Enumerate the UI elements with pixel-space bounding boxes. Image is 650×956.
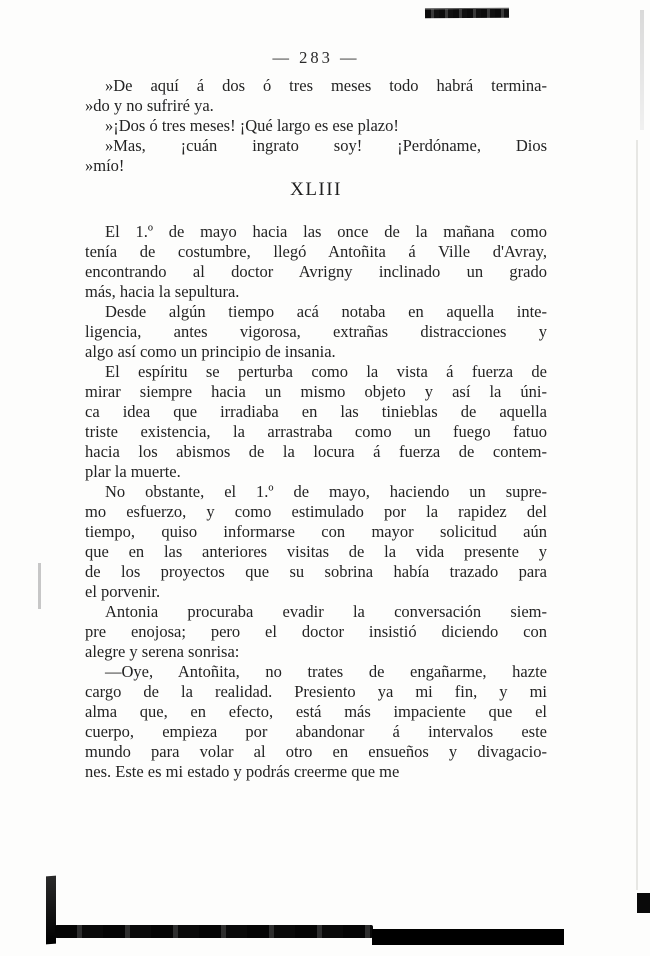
text-line: El espíritu se perturba como la vista á fuerza de (105, 362, 547, 381)
text-block (85, 48, 547, 782)
page-number-header: — 283 — (272, 48, 360, 67)
text-line: tiempo, quiso informarse con mayor solicitud aún (85, 522, 547, 541)
text-line: No obstante, el 1.º de mayo, haciendo un supre- (105, 482, 547, 501)
text-line: el porvenir. (85, 582, 161, 601)
text-line: cargo de la realidad. Presiento ya mi fin, y mi (85, 682, 547, 701)
scan-artifact-right-edge-mark (637, 893, 650, 913)
text-line: »mío! (85, 156, 125, 175)
paragraph (85, 222, 547, 302)
paragraph (85, 362, 547, 482)
text-line: alegre y serena sonrisa: (85, 642, 240, 661)
text-line: »do y no sufriré ya. (85, 96, 214, 115)
text-line: mo esfuerzo, y como estimulado por la rapidez del (85, 502, 547, 521)
text-line: »Mas, ¡cuán ingrato soy! ¡Perdóname, Dios (105, 136, 547, 155)
text-line: mundo para volar al otro en ensueños y divagacio- (85, 742, 547, 761)
paragraph (85, 662, 547, 782)
text-line: nes. Este es mi estado y podrás creerme que me (85, 762, 400, 781)
scan-artifact-top-right (425, 8, 509, 19)
text-line: plar la muerte. (85, 462, 181, 481)
text-line: ligencia, antes vigorosa, extrañas distracciones y (85, 322, 547, 341)
text-line: hacia los abismos de la locura á fuerza de contem- (85, 442, 547, 461)
paragraph (85, 482, 547, 602)
scan-artifact-bottom-bar-left (55, 925, 373, 938)
text-line: tenía de costumbre, llegó Antoñita á Ville d'Avray, (85, 242, 547, 261)
text-line: triste existencia, la arrastraba como un fuego fatuo (85, 422, 547, 441)
chapter-heading: XLIII (290, 179, 342, 200)
text-line: Antonia procuraba evadir la conversación siem- (105, 602, 547, 621)
paragraph (85, 602, 547, 662)
scan-artifact-bottom-bar-right (372, 929, 564, 945)
paragraph (85, 136, 547, 176)
scan-artifact-left-tick (38, 563, 41, 609)
scan-artifact-right-faint-line (636, 140, 638, 890)
page-content (85, 76, 547, 782)
text-line: de los proyectos que su sobrina había trazado para (85, 562, 547, 581)
paragraph (85, 116, 547, 136)
scan-artifact-right-edge-top (640, 10, 644, 130)
text-line: pre enojosa; pero el doctor insistió diciendo con (85, 622, 547, 641)
text-line: Desde algún tiempo acá notaba en aquella inte- (105, 302, 547, 321)
text-line: encontrando al doctor Avrigny inclinado un grado (85, 262, 547, 281)
text-line: cuerpo, empieza por abandonar á intervalos este (85, 722, 547, 741)
text-line: ca idea que irradiaba en las tinieblas de aquella (85, 402, 547, 421)
text-line: »¡Dos ó tres meses! ¡Qué largo es ese plazo! (105, 116, 399, 135)
text-line: »De aquí á dos ó tres meses todo habrá termina- (105, 76, 547, 95)
text-line: más, hacia la sepultura. (85, 282, 240, 301)
text-line: que en las anteriores visitas de la vida presente y (85, 542, 547, 561)
text-line: —Oye, Antoñita, no trates de engañarme, hazte (105, 662, 547, 681)
paragraph (85, 76, 547, 116)
text-line: El 1.º de mayo hacia las once de la mañana como (105, 222, 547, 241)
text-line: algo así como un principio de insania. (85, 342, 336, 361)
paragraph (85, 302, 547, 362)
text-line: mirar siempre hacia un mismo objeto y así la úni- (85, 382, 547, 401)
text-line: alma que, en efecto, está más impaciente que el (85, 702, 547, 721)
